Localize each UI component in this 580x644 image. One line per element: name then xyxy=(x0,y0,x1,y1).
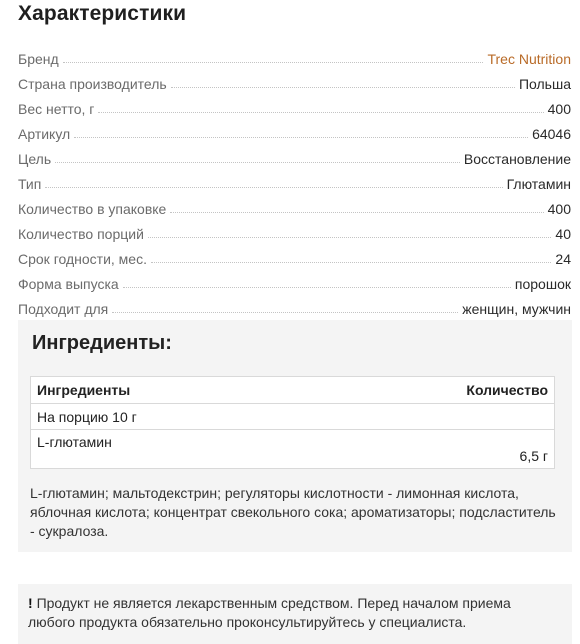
spec-label: Бренд xyxy=(18,51,59,67)
dotted-leader xyxy=(151,261,551,263)
spec-label: Артикул xyxy=(18,126,71,142)
spec-value: 400 xyxy=(547,101,571,117)
ingredients-title: Ингредиенты: xyxy=(32,332,172,354)
spec-value: порошок xyxy=(514,276,571,292)
ingredients-panel xyxy=(18,320,572,552)
page-title: Характеристики xyxy=(18,2,187,25)
dotted-leader xyxy=(112,311,458,313)
spec-label: Срок годности, мес. xyxy=(18,251,147,267)
disclaimer-text: Продукт не является лекарственным средством. Перед началом приема любого продукта обязательно проконсультируйтесь у специалиста. xyxy=(28,595,511,630)
table-row xyxy=(31,430,555,469)
spec-row-suitable-for xyxy=(18,292,571,317)
table-header-row xyxy=(31,377,555,404)
column-header-ingredients: Ингредиенты xyxy=(31,377,308,404)
spec-row-type xyxy=(18,167,571,192)
ingredients-table xyxy=(30,376,555,469)
spec-label: Подходит для xyxy=(18,301,109,317)
spec-label: Цель xyxy=(18,151,52,167)
dotted-leader xyxy=(63,61,484,63)
ingredient-name-cell: L-глютамин xyxy=(31,430,308,469)
portion-cell: На порцию 10 г xyxy=(31,404,555,430)
disclaimer-notice xyxy=(18,584,572,644)
spec-value: женщин, мужчин xyxy=(462,301,571,317)
spec-row-servings xyxy=(18,217,571,242)
spec-value: 64046 xyxy=(532,126,571,142)
spec-value: Глютамин xyxy=(506,176,571,192)
spec-row-goal xyxy=(18,142,571,167)
composition-text: L-глютамин; мальтодекстрин; регуляторы кислотности - лимонная кислота, яблочная кислота; концентрат свекольного сока; ароматизаторы; подсластитель - сукралоза. xyxy=(30,485,556,539)
dotted-leader xyxy=(55,161,460,163)
spec-label: Количество в упаковке xyxy=(18,201,167,217)
spec-label: Тип xyxy=(18,176,42,192)
spec-value: 24 xyxy=(555,251,571,267)
spec-value: Польша xyxy=(518,76,571,92)
dotted-leader xyxy=(45,186,502,188)
column-header-quantity: Количество xyxy=(308,377,555,404)
exclamation-icon: ! xyxy=(28,595,33,611)
spec-label: Форма выпуска xyxy=(18,276,119,292)
spec-row-sku xyxy=(18,117,571,142)
spec-row-shelf-life xyxy=(18,242,571,267)
spec-row-weight xyxy=(18,92,571,117)
spec-label: Страна производитель xyxy=(18,76,167,92)
dotted-leader xyxy=(123,286,511,288)
spec-row-country xyxy=(18,67,571,92)
specs-list xyxy=(18,42,571,317)
dotted-leader xyxy=(171,86,515,88)
dotted-leader xyxy=(98,111,543,113)
ingredient-quantity-cell: 6,5 г xyxy=(308,430,555,469)
dotted-leader xyxy=(170,211,543,213)
spec-row-brand xyxy=(18,42,571,67)
dotted-leader xyxy=(74,136,528,138)
dotted-leader xyxy=(148,236,552,238)
spec-value: Восстановление xyxy=(463,151,571,167)
spec-label: Вес нетто, г xyxy=(18,101,95,117)
spec-value: 40 xyxy=(555,226,571,242)
spec-row-form xyxy=(18,267,571,292)
brand-link[interactable]: Trec Nutrition xyxy=(487,51,571,67)
disclaimer-text-block xyxy=(28,594,558,632)
spec-value: 400 xyxy=(547,201,571,217)
table-row xyxy=(31,404,555,430)
spec-label: Количество порций xyxy=(18,226,144,242)
spec-row-package-qty xyxy=(18,192,571,217)
